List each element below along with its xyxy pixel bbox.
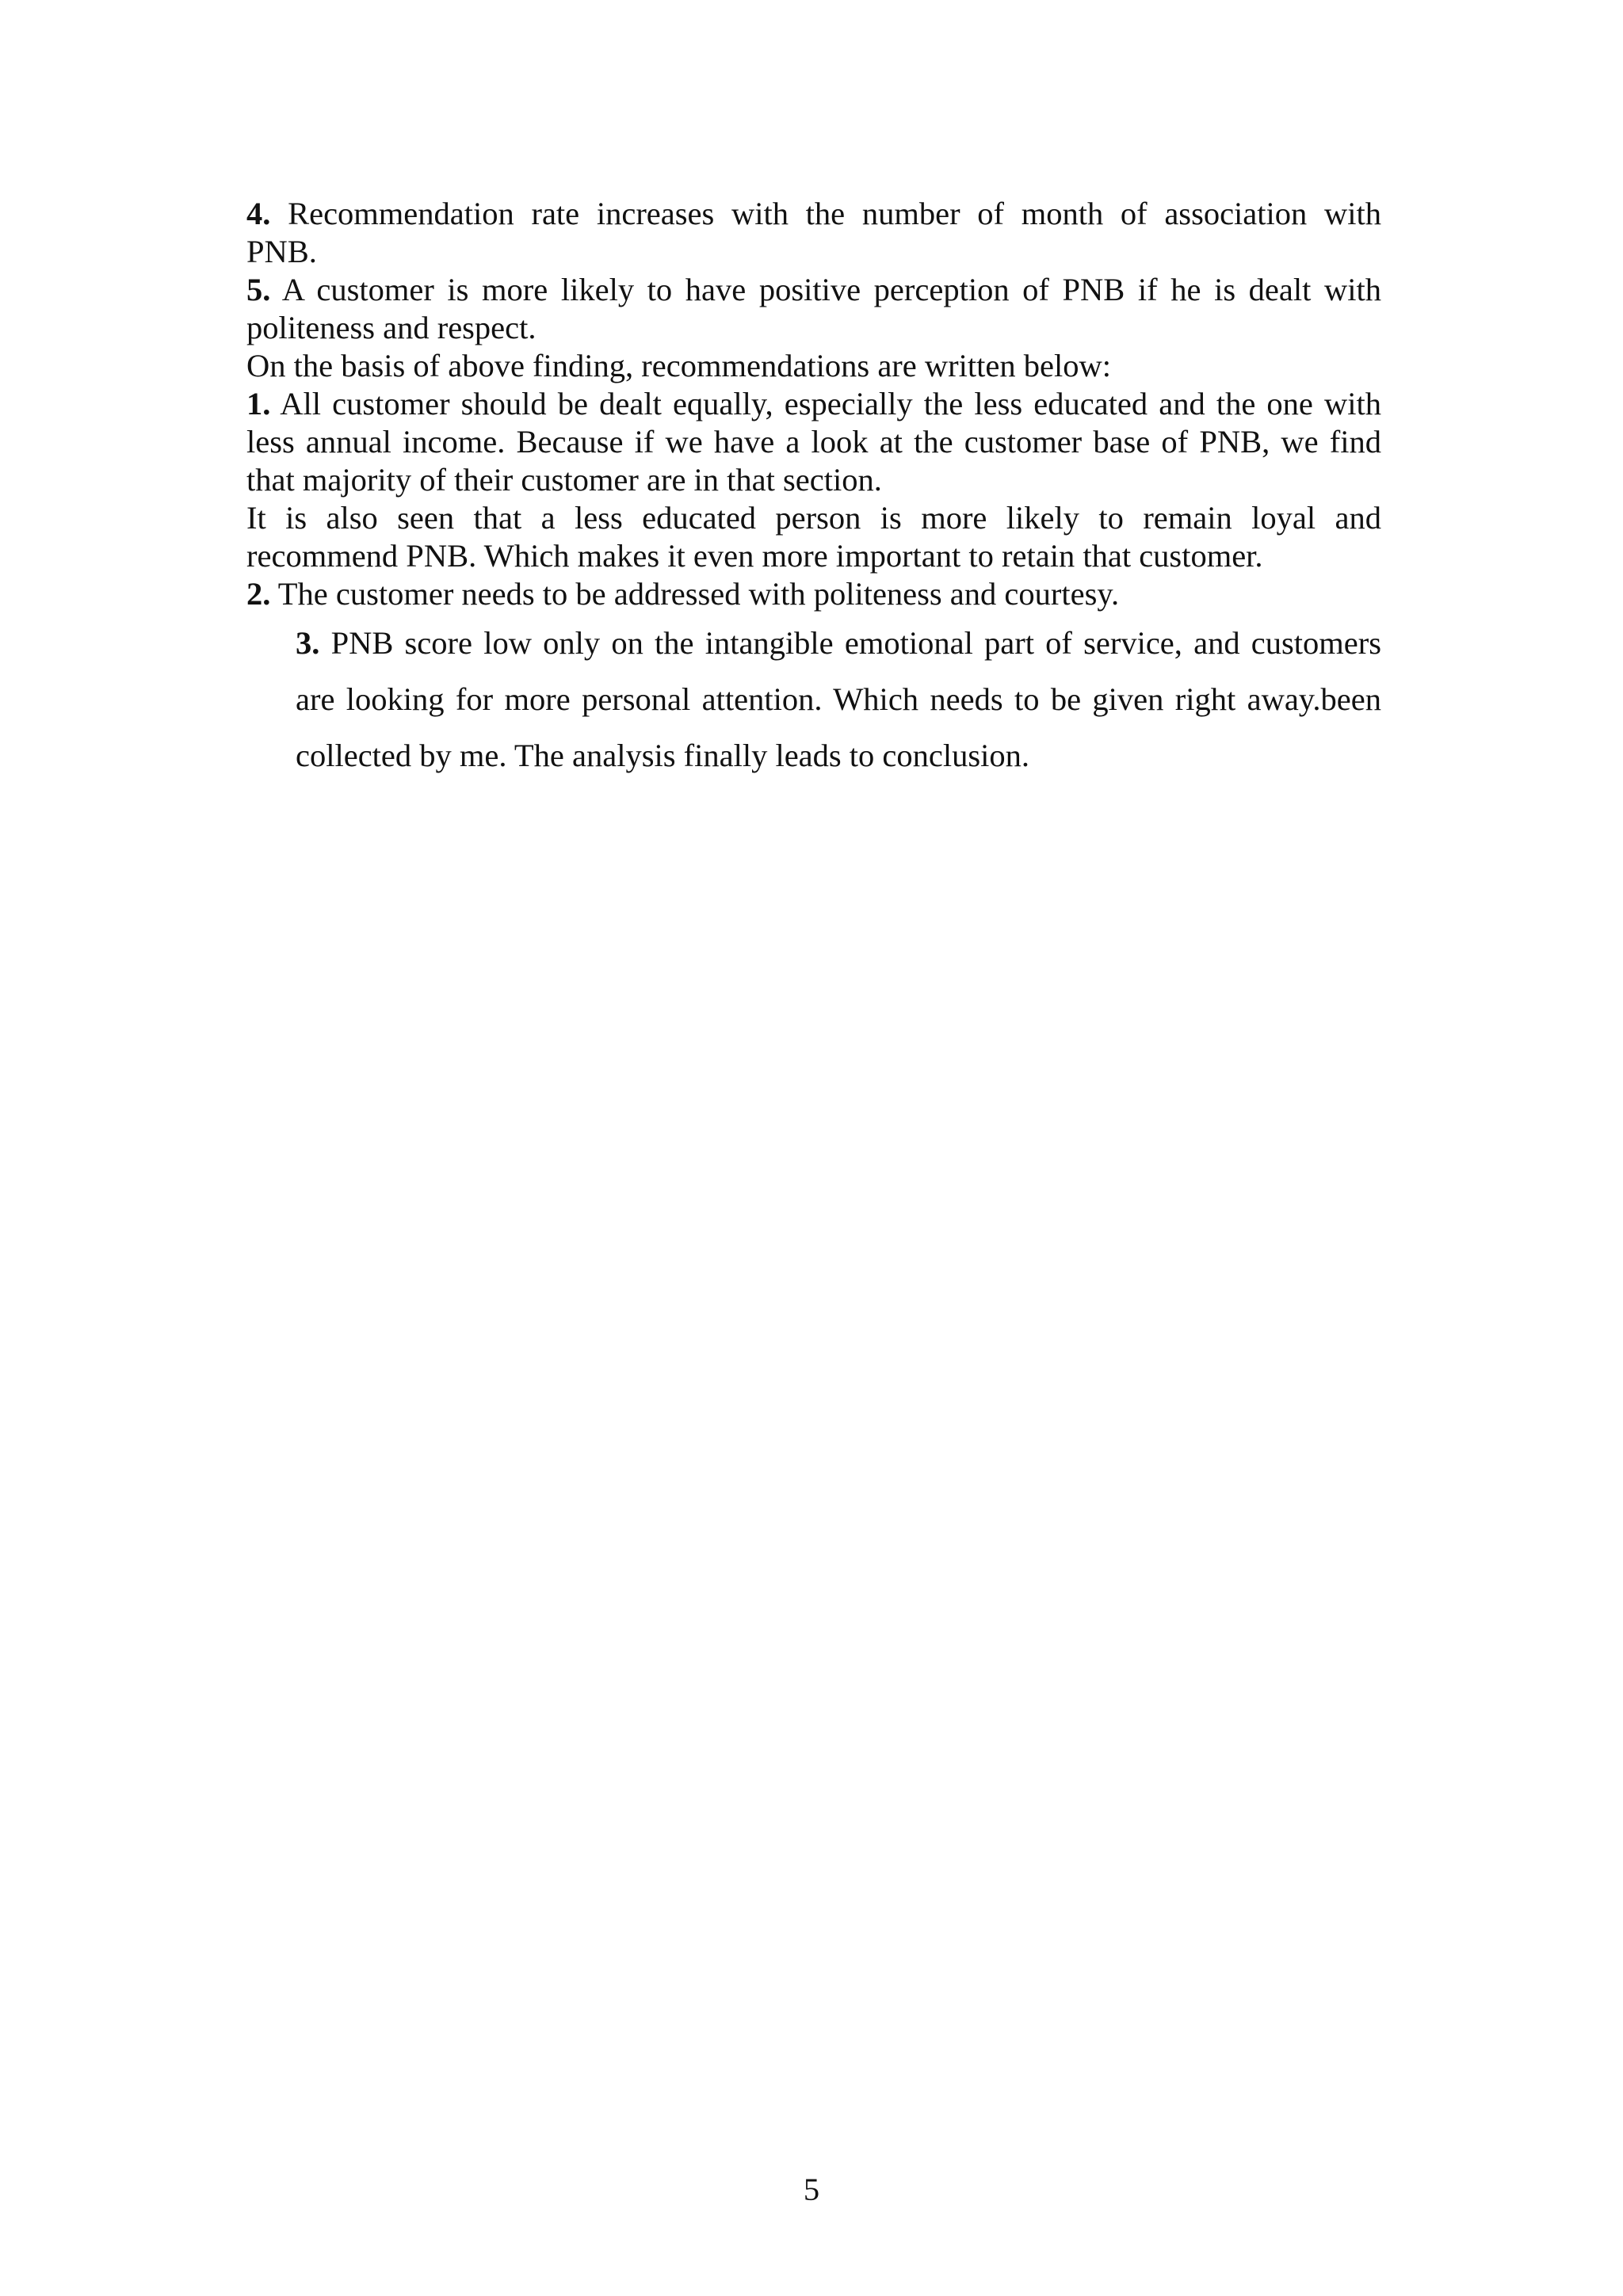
text-line xyxy=(246,195,1381,233)
item-number: 2. xyxy=(246,576,271,612)
line-text: collected by me. The analysis finally leads to conclusion. xyxy=(296,738,1030,773)
line-text: less annual income. Because if we have a look at the customer base of PNB, we find xyxy=(246,424,1381,460)
text-line xyxy=(246,271,1381,309)
line-text: On the basis of above finding, recommendations are written below: xyxy=(246,348,1111,383)
text-line xyxy=(296,671,1381,727)
findings-and-recommendations xyxy=(246,195,1381,613)
text-line xyxy=(246,575,1381,613)
line-text: PNB score low only on the intangible emotional part of service, and customers xyxy=(319,625,1381,661)
text-line xyxy=(246,537,1381,575)
line-text: The customer needs to be addressed with politeness and courtesy. xyxy=(270,576,1120,612)
item-number: 3. xyxy=(296,625,320,661)
text-line xyxy=(246,233,1381,271)
text-line xyxy=(246,347,1381,385)
item-number: 1. xyxy=(246,386,271,421)
line-text: A customer is more likely to have positive perception of PNB if he is dealt with xyxy=(270,272,1381,307)
line-text: PNB. xyxy=(246,234,317,269)
line-text: All customer should be dealt equally, especially the less educated and the one with xyxy=(270,386,1381,421)
line-text: that majority of their customer are in that section. xyxy=(246,462,882,498)
line-text: recommend PNB. Which makes it even more important to retain that customer. xyxy=(246,538,1263,574)
line-text: Recommendation rate increases with the number of month of association with xyxy=(270,196,1381,231)
text-line xyxy=(246,499,1381,537)
line-text: politeness and respect. xyxy=(246,310,537,345)
text-line xyxy=(246,385,1381,423)
line-text: It is also seen that a less educated person is more likely to remain loyal and xyxy=(246,500,1381,536)
text-line xyxy=(246,309,1381,347)
item-number: 5. xyxy=(246,272,271,307)
item-number: 4. xyxy=(246,196,271,231)
page-number: 5 xyxy=(803,2172,820,2207)
text-line xyxy=(296,615,1381,671)
recommendation-three xyxy=(296,615,1381,784)
text-line xyxy=(246,461,1381,499)
line-text: are looking for more personal attention. Which needs to be given right away.been xyxy=(296,681,1381,717)
text-line xyxy=(246,423,1381,461)
text-line xyxy=(296,727,1381,784)
